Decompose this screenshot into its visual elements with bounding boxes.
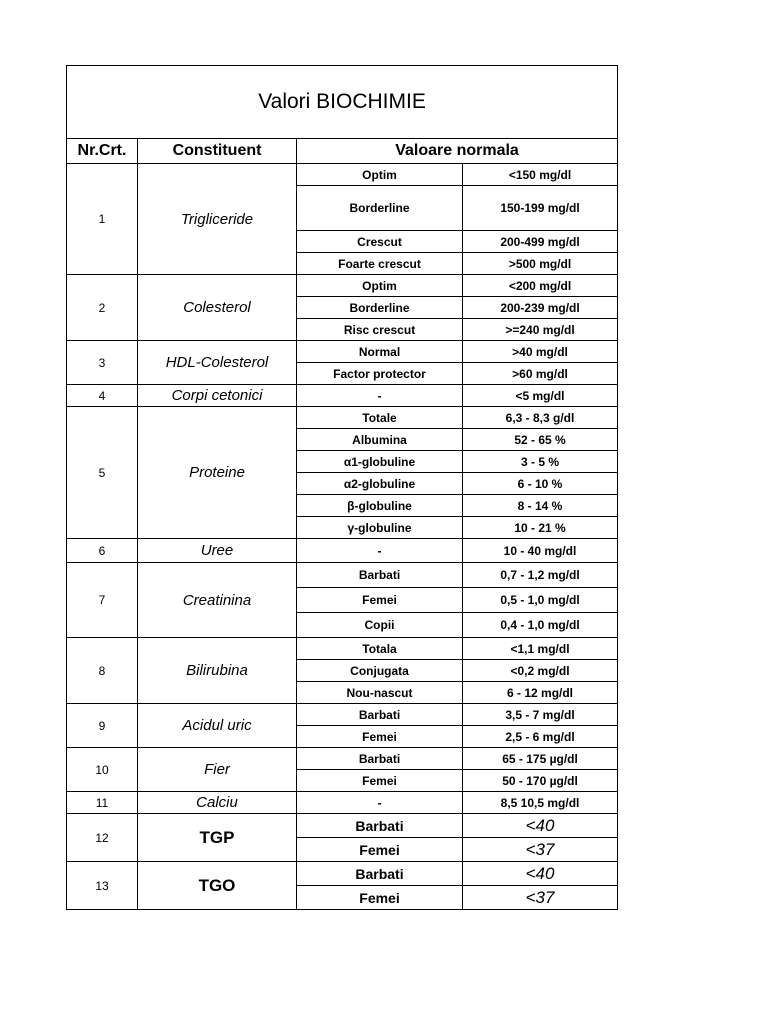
normal-value: 10 - 21 % bbox=[463, 517, 618, 539]
normal-value: <40 bbox=[463, 814, 618, 838]
row-number: 10 bbox=[67, 748, 138, 792]
sub-category: β-globuline bbox=[297, 495, 463, 517]
constituent-name: Acidul uric bbox=[138, 704, 297, 748]
constituent-name: Corpi cetonici bbox=[138, 385, 297, 407]
constituent-name: HDL-Colesterol bbox=[138, 341, 297, 385]
sub-category: Factor protector bbox=[297, 363, 463, 385]
sub-category: Barbati bbox=[297, 814, 463, 838]
normal-value: 3,5 - 7 mg/dl bbox=[463, 704, 618, 726]
sub-category: Totale bbox=[297, 407, 463, 429]
normal-value: 2,5 - 6 mg/dl bbox=[463, 726, 618, 748]
constituent-name: Creatinina bbox=[138, 563, 297, 638]
table-row bbox=[67, 164, 618, 186]
normal-value: 150-199 mg/dl bbox=[463, 186, 618, 231]
sub-category: Foarte crescut bbox=[297, 253, 463, 275]
constituent-name: Trigliceride bbox=[138, 164, 297, 275]
row-number: 3 bbox=[67, 341, 138, 385]
normal-value: 10 - 40 mg/dl bbox=[463, 539, 618, 563]
normal-value: <40 bbox=[463, 862, 618, 886]
table-row bbox=[67, 385, 618, 407]
sub-category: γ-globuline bbox=[297, 517, 463, 539]
normal-value: <5 mg/dl bbox=[463, 385, 618, 407]
table-row bbox=[67, 748, 618, 770]
sub-category: Albumina bbox=[297, 429, 463, 451]
normal-value: >60 mg/dl bbox=[463, 363, 618, 385]
normal-value: <0,2 mg/dl bbox=[463, 660, 618, 682]
sub-category: Normal bbox=[297, 341, 463, 363]
sub-category: Risc crescut bbox=[297, 319, 463, 341]
constituent-name: Colesterol bbox=[138, 275, 297, 341]
normal-value: 6 - 12 mg/dl bbox=[463, 682, 618, 704]
row-number: 11 bbox=[67, 792, 138, 814]
row-number: 4 bbox=[67, 385, 138, 407]
table-title: Valori BIOCHIMIE bbox=[67, 66, 618, 139]
normal-value: >500 mg/dl bbox=[463, 253, 618, 275]
constituent-name: TGO bbox=[138, 862, 297, 910]
sub-category: Femei bbox=[297, 588, 463, 613]
normal-value: 50 - 170 µg/dl bbox=[463, 770, 618, 792]
table-row bbox=[67, 792, 618, 814]
sub-category: α2-globuline bbox=[297, 473, 463, 495]
normal-value: <150 mg/dl bbox=[463, 164, 618, 186]
header-constituent: Constituent bbox=[138, 139, 297, 164]
row-number: 6 bbox=[67, 539, 138, 563]
sub-category: Copii bbox=[297, 613, 463, 638]
header-nr: Nr.Crt. bbox=[67, 139, 138, 164]
sub-category: Barbati bbox=[297, 748, 463, 770]
normal-value: 52 - 65 % bbox=[463, 429, 618, 451]
sub-category: Femei bbox=[297, 770, 463, 792]
normal-value: 3 - 5 % bbox=[463, 451, 618, 473]
sub-category: Conjugata bbox=[297, 660, 463, 682]
header-valoare: Valoare normala bbox=[297, 139, 618, 164]
constituent-name: Fier bbox=[138, 748, 297, 792]
normal-value: >=240 mg/dl bbox=[463, 319, 618, 341]
normal-value: <1,1 mg/dl bbox=[463, 638, 618, 660]
normal-value: <37 bbox=[463, 886, 618, 910]
title-row bbox=[67, 66, 618, 139]
sub-category: α1-globuline bbox=[297, 451, 463, 473]
sub-category: Borderline bbox=[297, 297, 463, 319]
table-row bbox=[67, 275, 618, 297]
table-row bbox=[67, 704, 618, 726]
row-number: 8 bbox=[67, 638, 138, 704]
sub-category: Femei bbox=[297, 838, 463, 862]
table-row bbox=[67, 862, 618, 886]
constituent-name: Calciu bbox=[138, 792, 297, 814]
normal-value: <200 mg/dl bbox=[463, 275, 618, 297]
normal-value: 65 - 175 µg/dl bbox=[463, 748, 618, 770]
normal-value: 8 - 14 % bbox=[463, 495, 618, 517]
sub-category: Barbati bbox=[297, 563, 463, 588]
normal-value: >40 mg/dl bbox=[463, 341, 618, 363]
sub-category: Nou-nascut bbox=[297, 682, 463, 704]
sub-category: Crescut bbox=[297, 231, 463, 253]
table-row bbox=[67, 407, 618, 429]
table-row bbox=[67, 814, 618, 838]
sub-category: Femei bbox=[297, 886, 463, 910]
table-row bbox=[67, 563, 618, 588]
normal-value: 0,5 - 1,0 mg/dl bbox=[463, 588, 618, 613]
sub-category: Femei bbox=[297, 726, 463, 748]
normal-value: <37 bbox=[463, 838, 618, 862]
table-row bbox=[67, 638, 618, 660]
sub-category: Borderline bbox=[297, 186, 463, 231]
sub-category: Optim bbox=[297, 164, 463, 186]
table-row bbox=[67, 539, 618, 563]
row-number: 12 bbox=[67, 814, 138, 862]
normal-value: 0,4 - 1,0 mg/dl bbox=[463, 613, 618, 638]
row-number: 13 bbox=[67, 862, 138, 910]
sub-category: - bbox=[297, 792, 463, 814]
constituent-name: TGP bbox=[138, 814, 297, 862]
sub-category: Totala bbox=[297, 638, 463, 660]
sub-category: Barbati bbox=[297, 704, 463, 726]
row-number: 1 bbox=[67, 164, 138, 275]
row-number: 9 bbox=[67, 704, 138, 748]
row-number: 7 bbox=[67, 563, 138, 638]
normal-value: 8,5 10,5 mg/dl bbox=[463, 792, 618, 814]
normal-value: 0,7 - 1,2 mg/dl bbox=[463, 563, 618, 588]
row-number: 2 bbox=[67, 275, 138, 341]
sub-category: Barbati bbox=[297, 862, 463, 886]
normal-value: 6 - 10 % bbox=[463, 473, 618, 495]
sub-category: - bbox=[297, 385, 463, 407]
constituent-name: Bilirubina bbox=[138, 638, 297, 704]
constituent-name: Proteine bbox=[138, 407, 297, 539]
sub-category: - bbox=[297, 539, 463, 563]
sub-category: Optim bbox=[297, 275, 463, 297]
row-number: 5 bbox=[67, 407, 138, 539]
normal-value: 6,3 - 8,3 g/dl bbox=[463, 407, 618, 429]
table-row bbox=[67, 341, 618, 363]
biochemistry-table bbox=[66, 65, 618, 910]
header-row bbox=[67, 139, 618, 164]
normal-value: 200-239 mg/dl bbox=[463, 297, 618, 319]
normal-value: 200-499 mg/dl bbox=[463, 231, 618, 253]
constituent-name: Uree bbox=[138, 539, 297, 563]
